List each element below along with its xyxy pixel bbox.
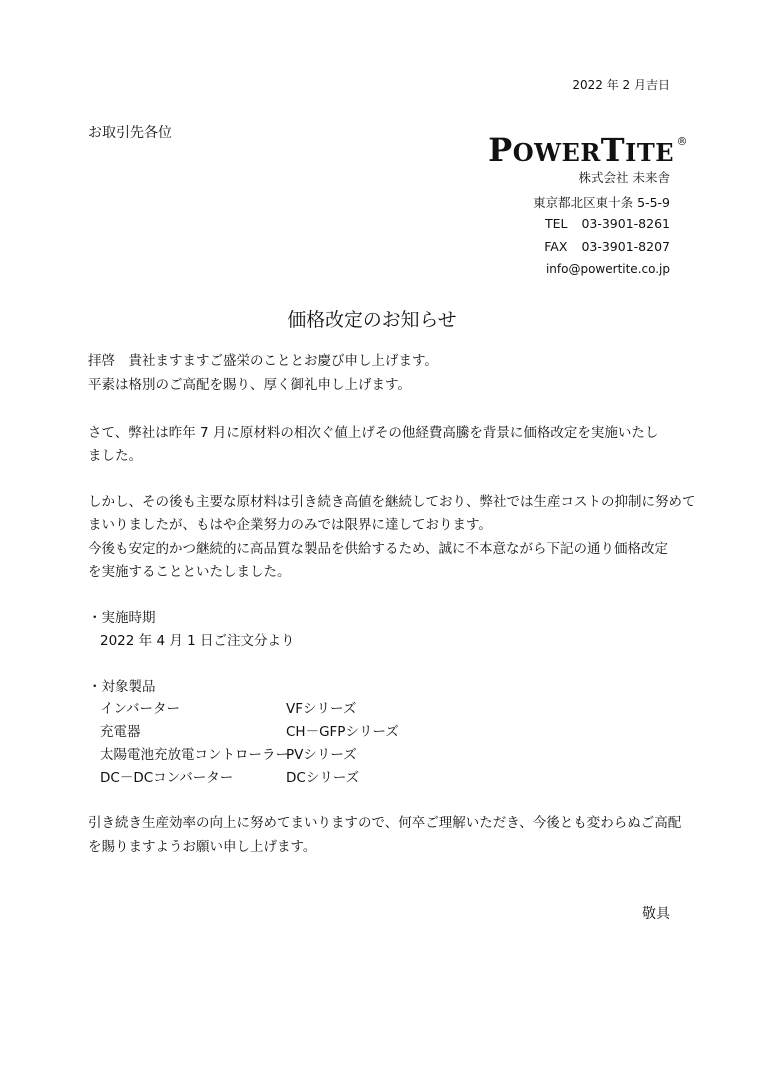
company-logo: POWERTITE ®	[488, 131, 688, 169]
tel-line	[545, 216, 670, 231]
paragraph-1-line-2: ました。	[88, 448, 142, 464]
tel-label: TEL	[544, 216, 568, 231]
implementation-heading: ・実施時期	[88, 610, 156, 626]
company-address: 東京都北区東十条 5-5-9	[533, 195, 670, 210]
implementation-date: 2022 年 4 月 1 日ご注文分より	[100, 633, 295, 649]
product-name: 充電器	[100, 724, 141, 740]
company-name: 株式会社 未来舎	[578, 170, 670, 185]
email-address: info@powertite.co.jp	[545, 262, 670, 276]
product-name: インバーター	[100, 701, 181, 717]
products-heading: ・対象製品	[88, 679, 156, 695]
greeting-line-1: 拝啓 貴社ますますご盛栄のこととお慶び申し上げます。	[88, 353, 438, 369]
fax-label: FAX	[544, 239, 568, 254]
paragraph-3-line-2: を実施することといたしました。	[88, 564, 291, 580]
recipient: お取引先各位	[88, 125, 172, 141]
product-series: PVシリーズ	[286, 747, 357, 763]
paragraph-2-line-1: しかし、その後も主要な原材料は引き続き高値を継続しており、弊社では生産コストの抑制に努めて	[88, 494, 696, 510]
sign-off: 敬具	[642, 906, 670, 922]
registered-mark: ®	[676, 135, 688, 148]
paragraph-1-line-1: さて、弊社は昨年 7 月に原材料の相次ぐ値上げその他経費高騰を背景に価格改定を実施いたし	[88, 425, 659, 441]
product-name: 太陽電池充放電コントローラー	[100, 747, 289, 763]
paragraph-3-line-1: 今後も安定的かつ継続的に高品質な製品を供給するため、誠に不本意ながら下記の通り価格改定	[88, 541, 668, 557]
closing-paragraph-line-2: を賜りますようお願い申し上げます。	[88, 839, 317, 855]
closing-paragraph-line-1: 引き続き生産効率の向上に努めてまいりますので、何卒ご理解いただき、今後とも変わらぬご高配	[88, 815, 682, 831]
letter-date: 2022 年 2 月吉日	[572, 78, 670, 92]
product-series: VFシリーズ	[286, 701, 357, 717]
product-series: CH－GFPシリーズ	[286, 724, 399, 740]
product-name: DC－DCコンバーター	[100, 770, 234, 786]
greeting-line-2: 平素は格別のご高配を賜り、厚く御礼申し上げます。	[88, 377, 411, 393]
tel-number: 03-3901-8261	[581, 216, 670, 231]
fax-number: 03-3901-8207	[581, 239, 670, 254]
paragraph-2-line-2: まいりましたが、もはや企業努力のみでは限界に達しております。	[88, 517, 492, 533]
document-title: 価格改定のお知らせ	[287, 309, 457, 331]
product-series: DCシリーズ	[286, 770, 360, 786]
fax-line	[544, 239, 670, 254]
